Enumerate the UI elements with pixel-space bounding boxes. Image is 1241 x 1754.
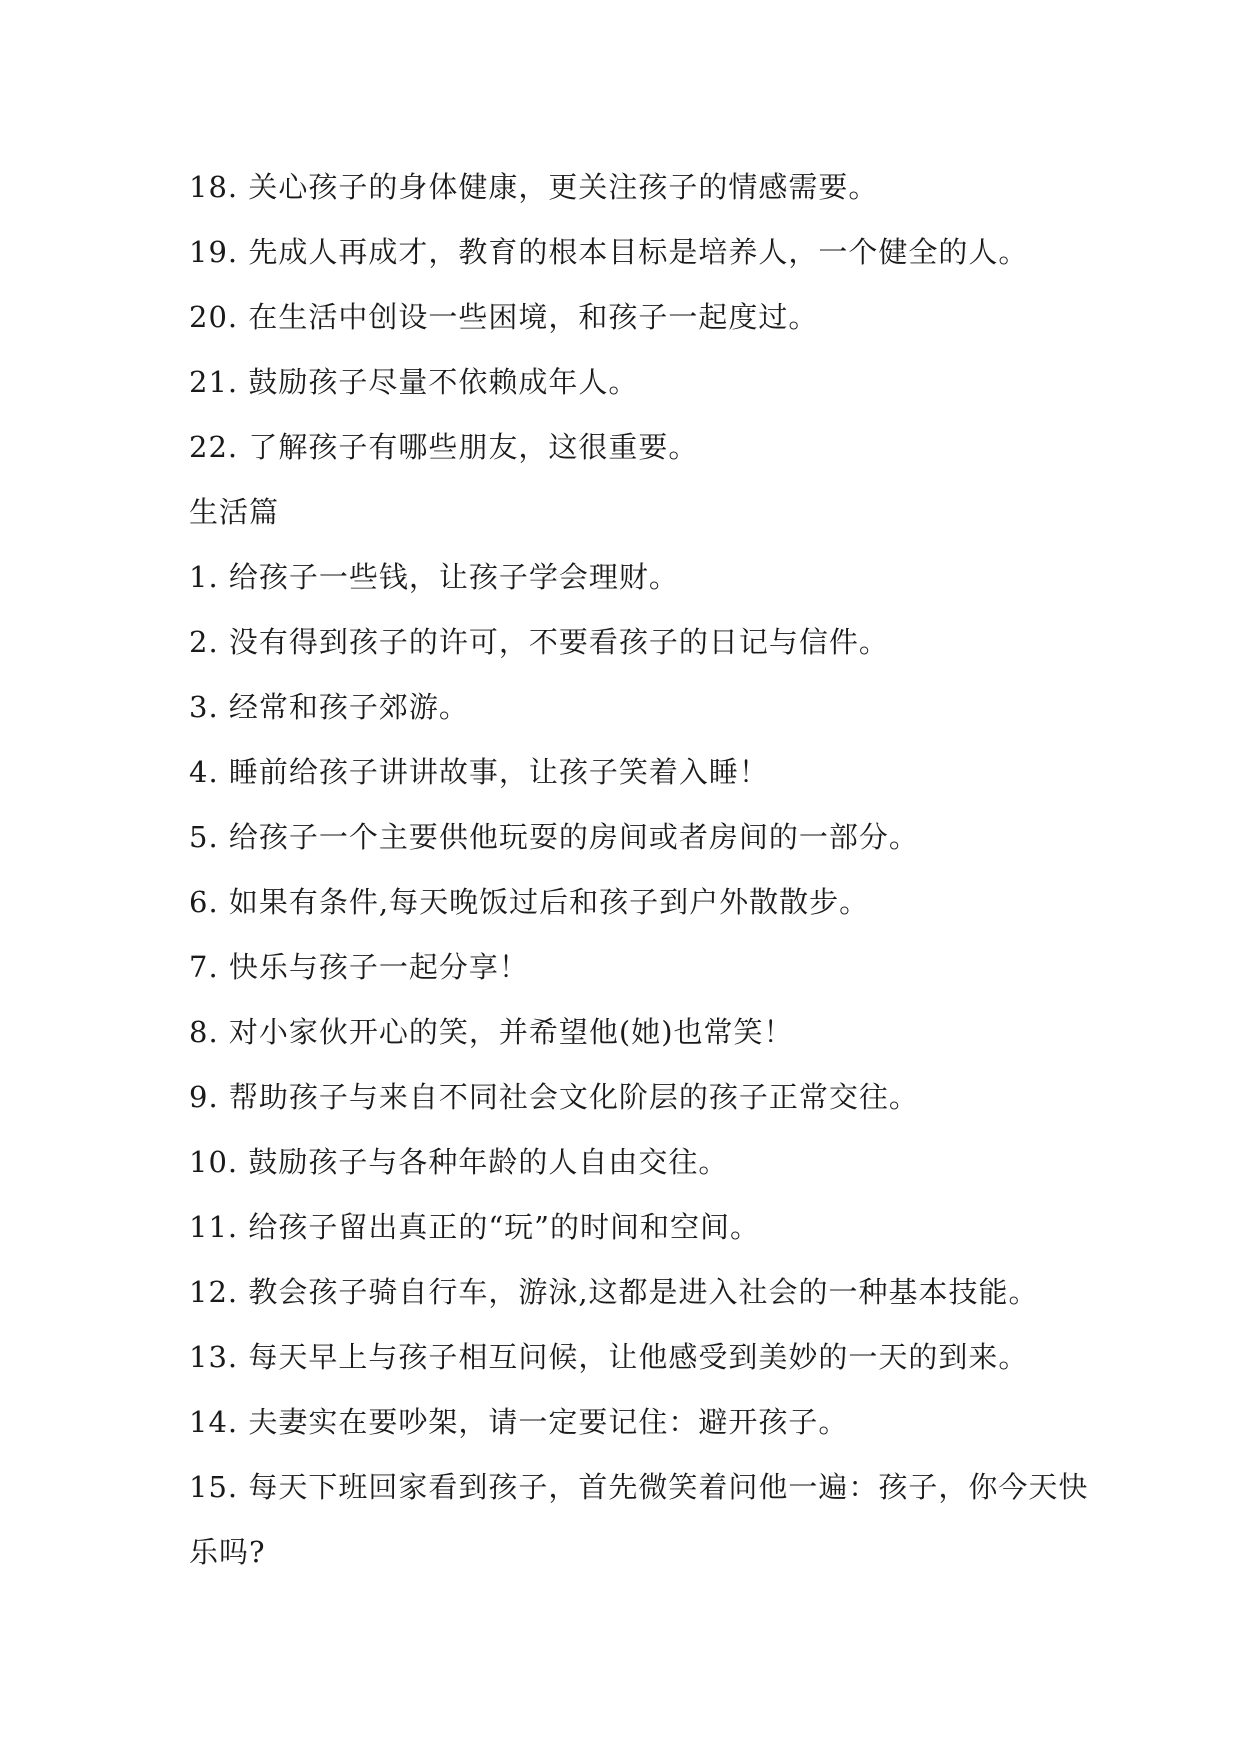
- life-item-3: 3. 经常和孩子郊游。: [189, 690, 469, 724]
- document-body: [189, 155, 1089, 1585]
- life-item-6: 6. 如果有条件,每天晚饭过后和孩子到户外散散步。: [189, 885, 870, 919]
- life-item-7: 7. 快乐与孩子一起分享！: [189, 950, 529, 984]
- life-item-15-continued: 乐吗?: [189, 1535, 266, 1569]
- life-item-9: 9. 帮助孩子与来自不同社会文化阶层的孩子正常交往。: [189, 1080, 919, 1114]
- list-item-20: 20. 在生活中创设一些困境，和孩子一起度过。: [189, 300, 819, 334]
- list-item-19: 19. 先成人再成才，教育的根本目标是培养人，一个健全的人。: [189, 235, 1029, 269]
- life-item-4: 4. 睡前给孩子讲讲故事，让孩子笑着入睡！: [189, 755, 769, 789]
- life-item-15: 15. 每天下班回家看到孩子，首先微笑着问他一遍：孩子，你今天快: [189, 1470, 1089, 1504]
- life-item-13: 13. 每天早上与孩子相互问候，让他感受到美妙的一天的到来。: [189, 1340, 1029, 1374]
- life-item-11: 11. 给孩子留出真正的“玩”的时间和空间。: [189, 1210, 760, 1244]
- life-item-12: 12. 教会孩子骑自行车，游泳,这都是进入社会的一种基本技能。: [189, 1275, 1039, 1309]
- list-item-21: 21. 鼓励孩子尽量不依赖成年人。: [189, 365, 639, 399]
- section-heading-life: 生活篇: [189, 495, 280, 529]
- life-item-14: 14. 夫妻实在要吵架，请一定要记住：避开孩子。: [189, 1405, 849, 1439]
- life-item-8: 8. 对小家伙开心的笑，并希望他(她)也常笑！: [189, 1015, 794, 1049]
- list-item-18: 18. 关心孩子的身体健康，更关注孩子的情感需要。: [189, 170, 879, 204]
- life-item-5: 5. 给孩子一个主要供他玩耍的房间或者房间的一部分。: [189, 820, 919, 854]
- life-item-1: 1. 给孩子一些钱，让孩子学会理财。: [189, 560, 679, 594]
- list-item-22: 22. 了解孩子有哪些朋友，这很重要。: [189, 430, 699, 464]
- life-item-10: 10. 鼓励孩子与各种年龄的人自由交往。: [189, 1145, 729, 1179]
- life-item-2: 2. 没有得到孩子的许可，不要看孩子的日记与信件。: [189, 625, 889, 659]
